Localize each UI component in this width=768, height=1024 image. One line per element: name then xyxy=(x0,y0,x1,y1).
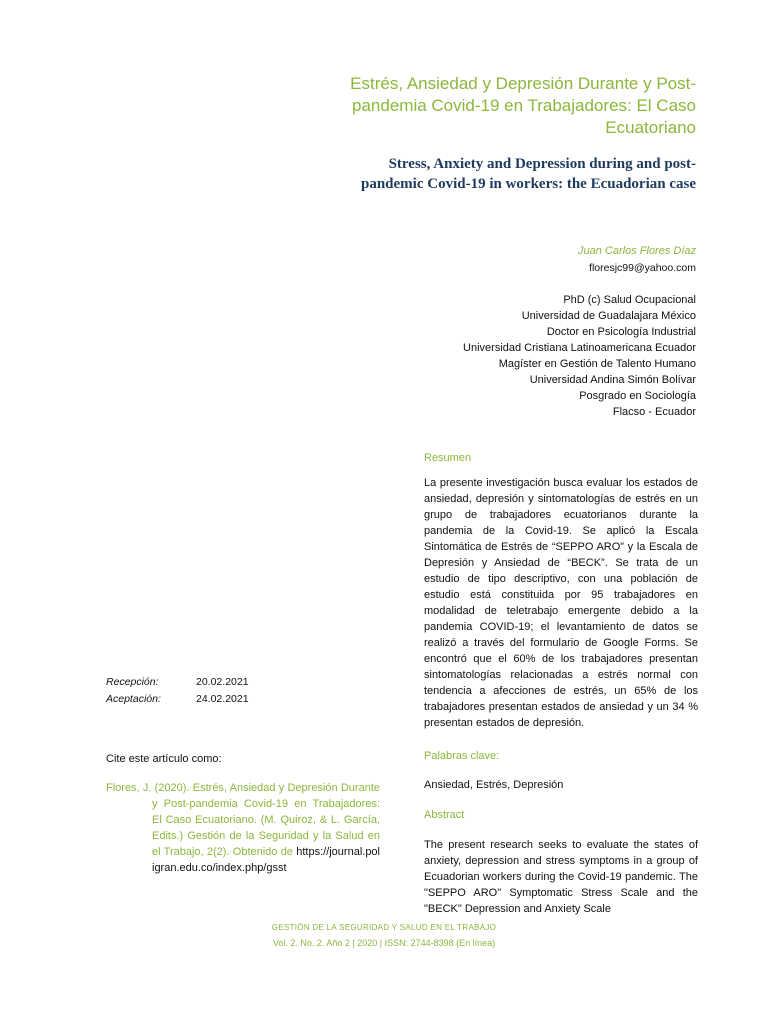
keywords-heading: Palabras clave: xyxy=(424,750,500,762)
abstract-text: The present research seeks to evaluate the states of anxiety, depression and stress symptoms in a group of Ecuadorian workers during the Covid-19 pandemic. The "SEPPO ARO" Symptomatic Stress Scale and the "BECK" Depression and Anxiety Scale xyxy=(424,839,698,915)
affiliation-line: Magíster en Gestión de Talento Humano xyxy=(498,358,696,370)
affiliation-line: Doctor en Psicología Industrial xyxy=(546,326,696,338)
author-affiliations xyxy=(463,292,696,420)
article-title-spanish: Estrés, Ansiedad y Depresión Durante y Post-pandemia Covid-19 en Trabajadores: El Caso Ecuatoriano xyxy=(350,74,696,137)
accepted-label: Aceptación: xyxy=(106,693,161,705)
author-email[interactable]: floresjc99@yahoo.com xyxy=(589,262,696,274)
submission-dates xyxy=(106,674,249,708)
affiliation-line: Posgrado en Sociología xyxy=(579,390,696,402)
citation-text: Flores, J. (2020). Estrés, Ansiedad y Depresión Durante y Post-pandemia Covid-19 en Trabajadores: El Caso Ecuatoriano. (M. Quiroz, & L. García, Edits.) Gestión de la Seguridad y la Salud en el Trabajo, 2(2). Obtenido de xyxy=(106,782,380,858)
footer-issue-info: Vol. 2. No. 2. Año 2 | 2020 | ISSN: 2744-8398 (En línea) xyxy=(272,938,496,948)
citation xyxy=(106,780,380,876)
affiliation-line: Universidad de Guadalajara México xyxy=(521,310,696,322)
accepted-date: 24.02.2021 xyxy=(196,693,249,705)
resumen-text: La presente investigación busca evaluar los estados de ansiedad, depresión y sintomatologías de estrés en un grupo de trabajadores ecuatorianos durante la pandemia de la Covid-19. Se aplicó la Escala Sintomática de Estrés de “SEPPO ARO” y la Escala de Depresión y Ansiedad de “BECK”. Se trata de un estudio de tipo descriptivo, con una población de estudio está constituida por 95 trabajadores en modalidad de teletrabajo emergente debido a la pandemia COVID-19; el levantamiento de datos se realizó a través del formulario de Google Forms. Se encontró que el 60% de los trabajadores presentan sintomatologías relacionadas a estrés normal con tendencia a afecciones de estrés, un 65% de los trabajadores presentan estados de ansiedad y un 34 % presentan estados de depresión. xyxy=(424,477,698,729)
resumen-heading: Resumen xyxy=(424,452,472,464)
affiliation-line: Flacso - Ecuador xyxy=(612,406,696,418)
affiliation-line: Universidad Cristiana Latinoamericana Ecuador xyxy=(463,342,696,354)
author-name: Juan Carlos Flores Díaz xyxy=(578,245,696,257)
article-title-english: Stress, Anxiety and Depression during and post-pandemic Covid-19 in workers: the Ecuadorian case xyxy=(361,156,696,192)
footer-journal-name: GESTIÓN DE LA SEGURIDAD Y SALUD EN EL TRABAJO xyxy=(271,923,497,932)
affiliation-line: Universidad Andina Simón Bolívar xyxy=(529,374,696,386)
received-date: 20.02.2021 xyxy=(196,676,249,688)
citation-url-link[interactable]: https://journal.poligran.edu.co/index.php/gsst xyxy=(152,846,380,874)
received-label: Recepción: xyxy=(106,676,159,688)
affiliation-line: PhD (c) Salud Ocupacional xyxy=(563,294,696,306)
abstract-heading: Abstract xyxy=(424,809,465,821)
keywords-text: Ansiedad, Estrés, Depresión xyxy=(424,779,564,791)
cite-heading: Cite este artículo como: xyxy=(106,753,222,765)
